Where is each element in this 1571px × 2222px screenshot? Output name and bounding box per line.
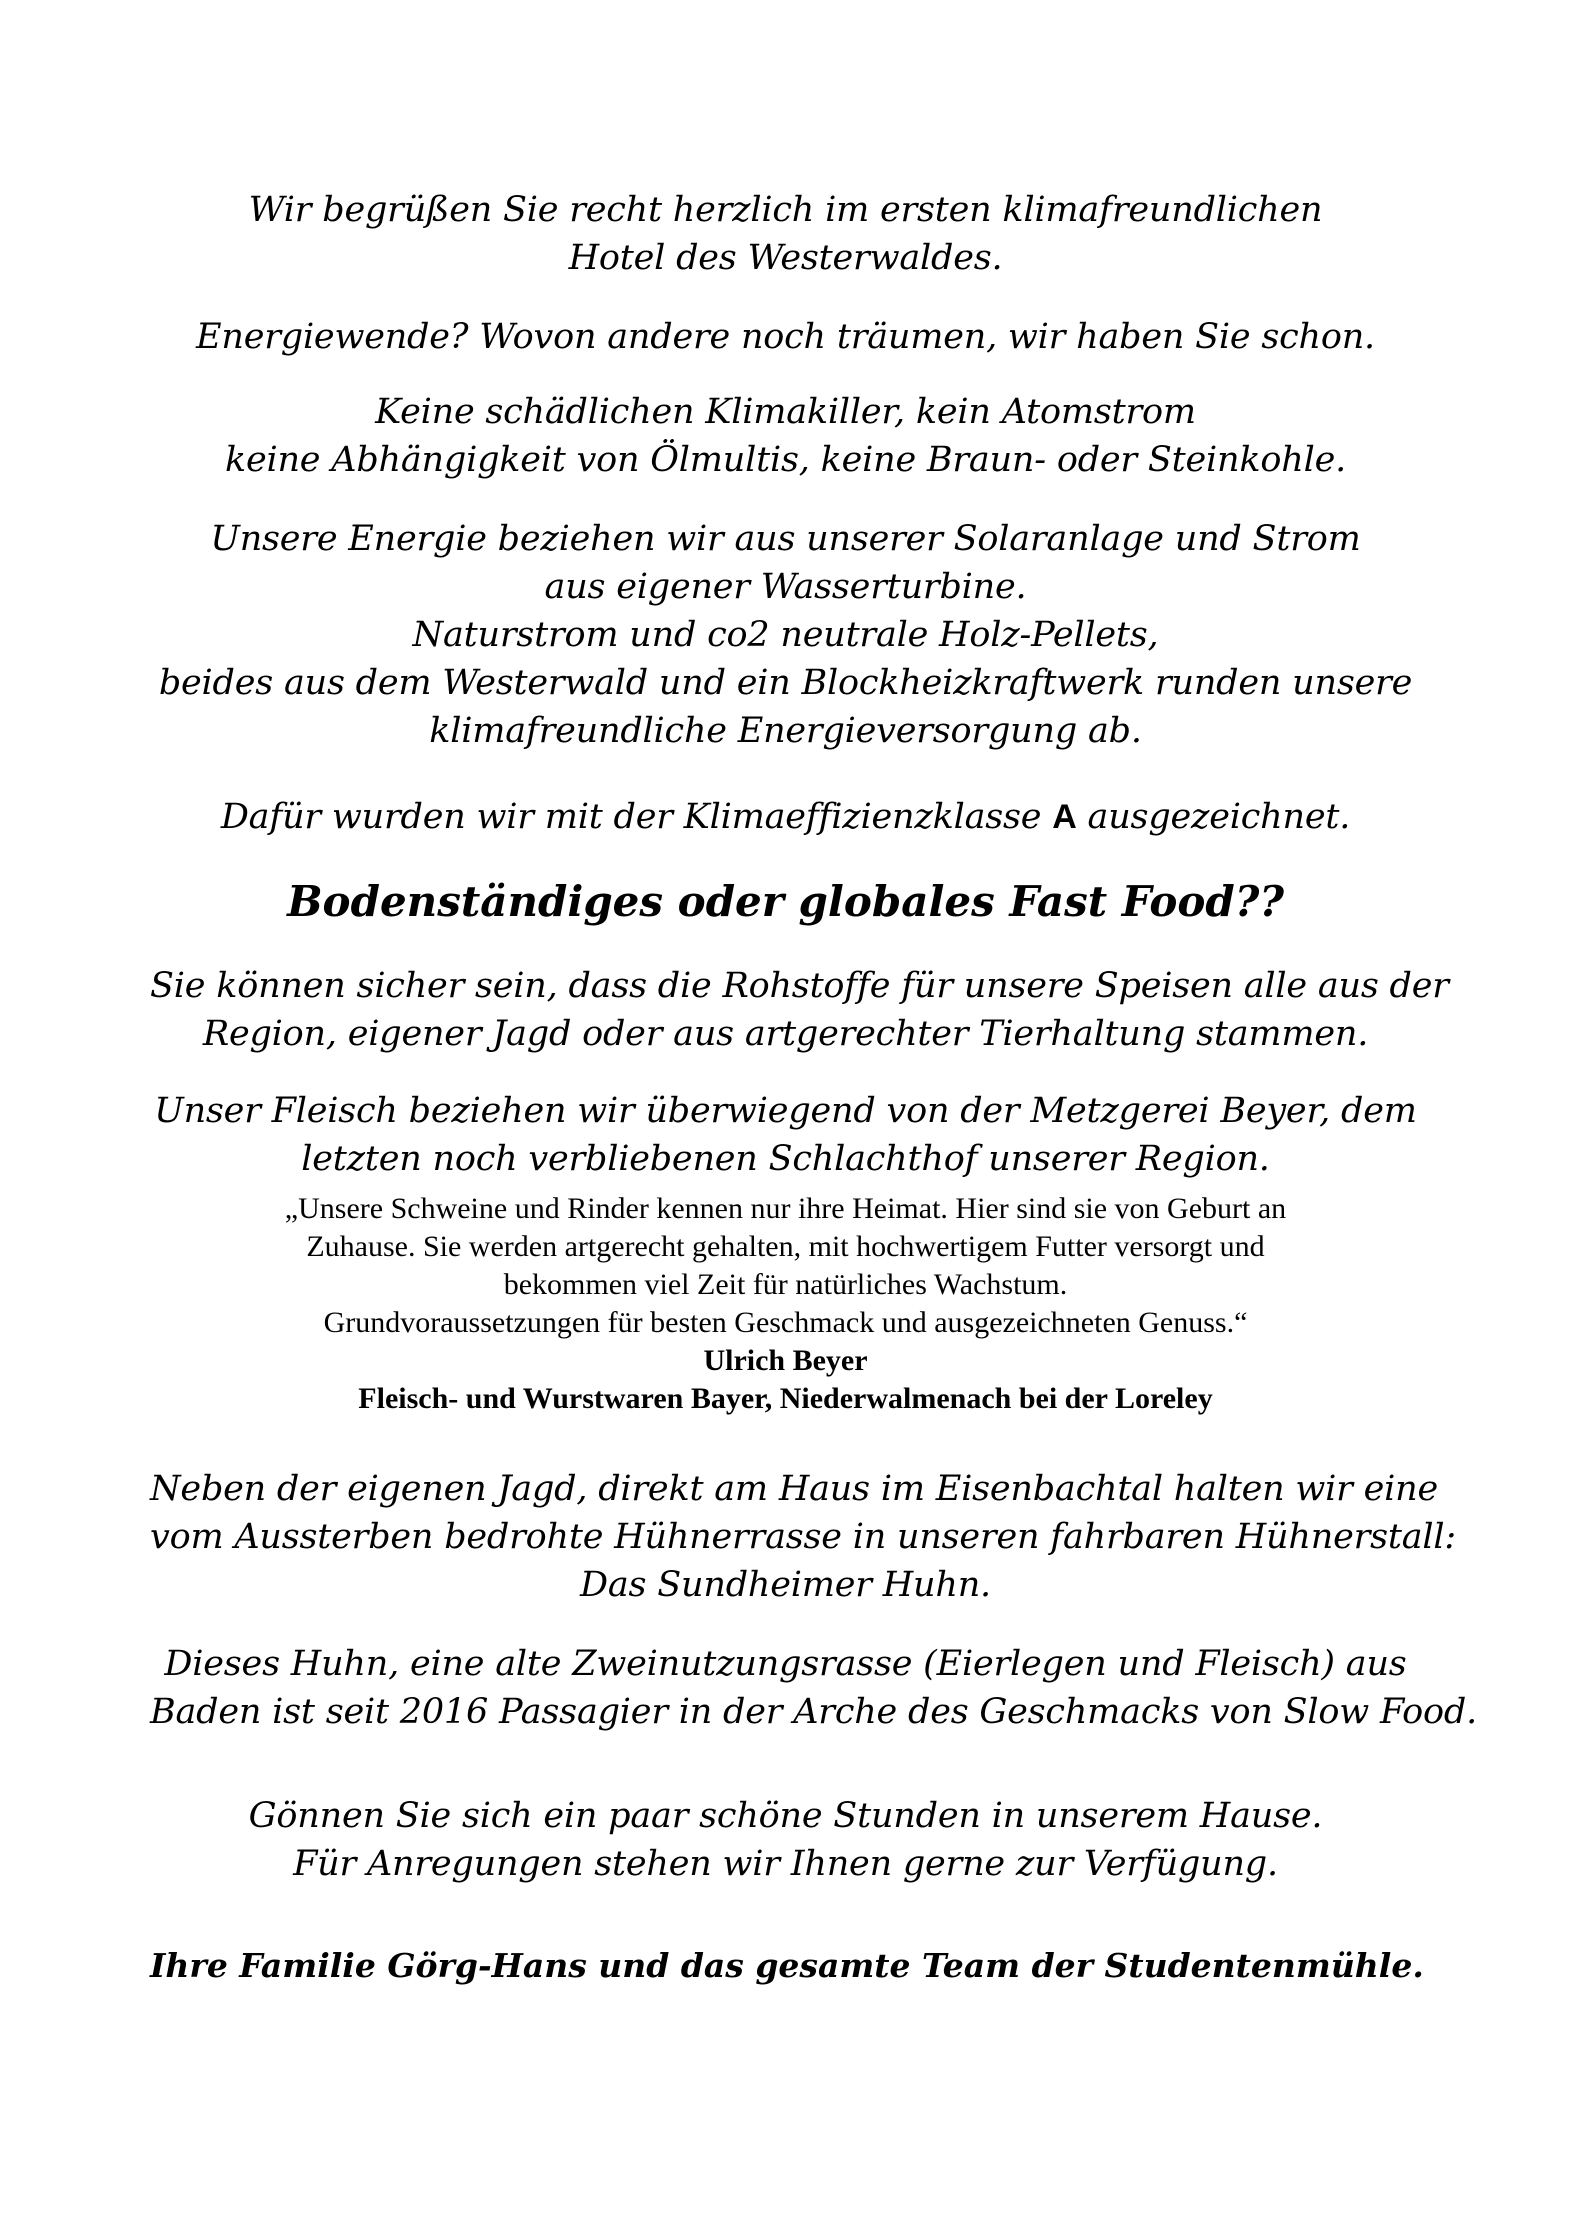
welcome-paragraph [150, 186, 1421, 282]
energiewende-line: Energiewende? Wovon andere noch träumen, wir haben Sie schon. [196, 317, 1375, 357]
rohstoffe-paragraph [150, 962, 1449, 1058]
quote-author: Ulrich Beyer [703, 1344, 868, 1377]
energie-line-3: Naturstrom und co2 neutrale Holz-Pellets, [412, 615, 1159, 655]
goennen-line-2: Für Anregungen stehen wir Ihnen gerne zur Verfügung. [293, 1844, 1278, 1884]
fleisch-line-1: Unser Fleisch beziehen wir überwiegend von der Metzgerei Beyer, dem [154, 1091, 1417, 1131]
fleisch-paragraph [150, 1087, 1421, 1183]
fleisch-line-2: letzten noch verbliebenen Schlachthof unserer Region. [301, 1139, 1270, 1179]
keine-paragraph [150, 388, 1421, 484]
award-paragraph [150, 793, 1421, 841]
jagd-line-1: Neben der eigenen Jagd, direkt am Haus im Eisenbachtal halten wir eine [150, 1469, 1438, 1509]
closing-signature [150, 1942, 1424, 1990]
rohstoffe-line-1: Sie können sicher sein, dass die Rohstoffe für unsere Speisen alle aus der [150, 966, 1449, 1006]
quote-line-4: Grundvoraussetzungen für besten Geschmack und ausgezeichneten Genuss.“ [323, 1306, 1248, 1339]
award-text-after: ausgezeichnet. [1087, 797, 1351, 837]
keine-line-1: Keine schädlichen Klimakiller, kein Atomstrom [375, 392, 1196, 432]
quote-line-2: Zuhause. Sie werden artgerecht gehalten, mit hochwertigem Futter versorgt und [306, 1230, 1265, 1263]
closing-line: Ihre Familie Görg-Hans und das gesamte Team der Studentenmühle. [150, 1946, 1424, 1985]
rohstoffe-line-2: Region, eigener Jagd oder aus artgerechter Tierhaltung stammen. [202, 1014, 1369, 1054]
quote-line-3: bekommen viel Zeit für natürliches Wachstum. [503, 1268, 1068, 1301]
beyer-quote [150, 1190, 1421, 1342]
huhn-line-2: Baden ist seit 2016 Passagier in der Arche des Geschmacks von Slow Food. [150, 1692, 1478, 1732]
energie-line-1: Unsere Energie beziehen wir aus unserer Solaranlage und Strom [210, 519, 1361, 559]
quote-line-1: „Unsere Schweine und Rinder kennen nur ihre Heimat. Hier sind sie von Geburt an [284, 1192, 1287, 1225]
huhn-line-1: Dieses Huhn, eine alte Zweinutzungsrasse (Eierlegen und Fleisch) aus [164, 1644, 1407, 1684]
energiewende-paragraph [150, 313, 1421, 361]
jagd-line-3: Das Sundheimer Huhn. [580, 1565, 991, 1605]
goennen-line-1: Gönnen Sie sich ein paar schöne Stunden in unserem Hause. [248, 1796, 1323, 1836]
fast-food-heading [150, 874, 1421, 930]
jagd-line-2: vom Aussterben bedrohte Hühnerrasse in unseren fahrbaren Hühnerstall: [150, 1517, 1456, 1557]
quote-company: Fleisch- und Wurstwaren Bayer, Niederwalmenach bei der Loreley [358, 1382, 1213, 1415]
energie-paragraph [150, 515, 1421, 755]
keine-line-2: keine Abhängigkeit von Ölmultis, keine Braun- oder Steinkohle. [224, 440, 1347, 480]
quote-attribution [150, 1342, 1421, 1418]
goennen-paragraph [150, 1792, 1421, 1888]
energie-line-5: klimafreundliche Energieversorgung ab. [429, 711, 1142, 751]
welcome-line-1: Wir begrüßen Sie recht herzlich im ersten klimafreundlichen [248, 190, 1323, 230]
award-line [150, 793, 1421, 841]
welcome-line-2: Hotel des Westerwaldes. [568, 238, 1003, 278]
huhn-paragraph [150, 1640, 1478, 1736]
energie-line-4: beides aus dem Westerwald und ein Blockheizkraftwerk runden unsere [158, 663, 1413, 703]
jagd-paragraph [150, 1465, 1456, 1609]
efficiency-class-grade: A [1052, 798, 1077, 836]
energie-line-2: aus eigener Wasserturbine. [544, 567, 1027, 607]
award-text-before: Dafür wurden wir mit der Klimaeffizienzklasse [220, 797, 1042, 837]
heading-text: Bodenständiges oder globales Fast Food?? [287, 877, 1284, 926]
